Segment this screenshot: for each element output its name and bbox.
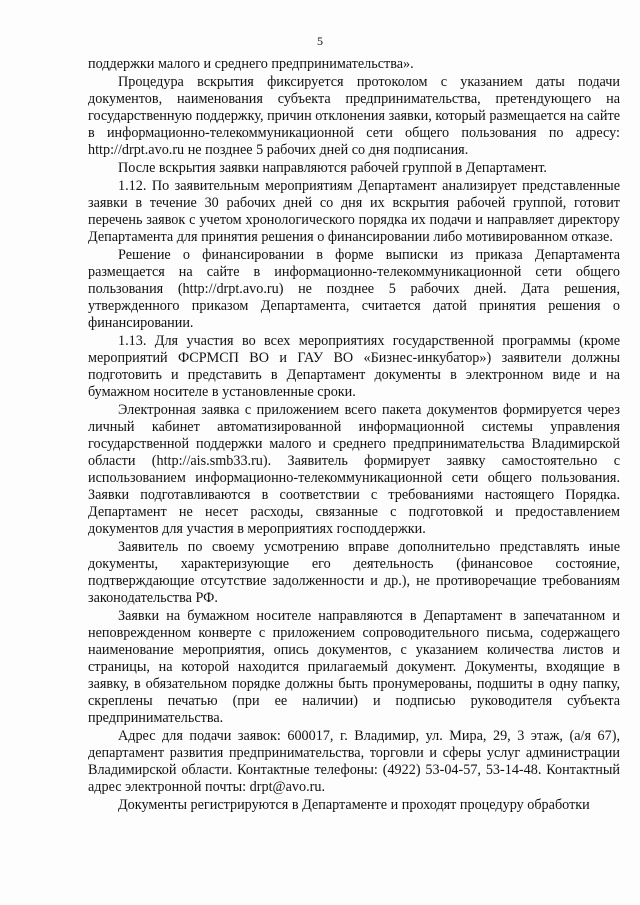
paragraph-additional-documents: Заявитель по своему усмотрению вправе дополнительно представлять иные документы, характеризующие его деятельность (финансовое состояние, подтверждающие отсутствие задолженности и др.), не противоречащие требованиям законодательства РФ. (88, 539, 620, 606)
paragraph-after-opening: После вскрытия заявки направляются рабочей группой в Департамент. (118, 160, 547, 176)
paragraph-opening-protocol: Процедура вскрытия фиксируется протоколом с указанием даты подачи документов, наименования субъекта предпринимательства, претендующего на государственную поддержку, причин отклонения заявки, который размещается на сайте в информационно-телекоммуникационной сети общего пользования по адресу: http://drpt.avo.ru не позднее 5 рабочих дней со дня подписания. (88, 74, 620, 158)
paragraph-address: Адрес для подачи заявок: 600017, г. Владимир, ул. Мира, 29, 3 этаж, (а/я 67), департамент развития предпринимательства, торговли и сферы услуг администрации Владимирской области. Контактные телефоны: (4922) 53-04-57, 53-14-48. Контактный адрес электронной почты: drpt@avo.ru. (88, 728, 620, 795)
paragraph-registration: Документы регистрируются в Департаменте и проходят процедуру обработки (118, 797, 590, 813)
paragraph-1-13: 1.13. Для участия во всех мероприятиях государственной программы (кроме мероприятий ФСРМСП ВО и ГАУ ВО «Бизнес-инкубатор») заявители должны подготовить и представить в Департамент документы в электронном виде и на бумажном носителе в установленные сроки. (88, 333, 620, 400)
paragraph-continuation: поддержки малого и среднего предпринимательства». (88, 56, 414, 72)
paragraph-paper-applications: Заявки на бумажном носителе направляются в Департамент в запечатанном и неповрежденном конверте с приложением сопроводительного письма, содержащего наименование мероприятия, опись документов, с указанием количества листов и страницы, на которой находится прилагаемый документ. Документы, входящие в заявку, в обязательном порядке должны быть пронумерованы, подшиты в одну папку, скреплены печатью (при ее наличии) и подписью руководителя субъекта предпринимательства. (88, 608, 620, 726)
paragraph-financing-decision: Решение о финансировании в форме выписки из приказа Департамента размещается на сайте в информационно-телекоммуникационной сети общего пользования (http://drpt.avo.ru) не позднее 5 рабочих дней. Дата решения, утвержденного приказом Департамента, считается датой принятия решения о финансировании. (88, 247, 620, 331)
paragraph-electronic-application: Электронная заявка с приложением всего пакета документов формируется через личный кабинет автоматизированной информационной системы управления государственной поддержки малого и среднего предпринимательства Владимирской области (http://ais.smb33.ru). Заявитель формирует заявку самостоятельно с использованием информационно-телекоммуникационной сети общего пользования. Заявки подготавливаются в соответствии с требованиями настоящего Порядка. Департамент не несет расходы, связанные с подготовкой и предоставлением документов для участия в мероприятиях господдержки. (88, 402, 620, 537)
document-body (88, 56, 620, 815)
page-number: 5 (317, 34, 323, 48)
paragraph-1-12: 1.12. По заявительным мероприятиям Департамент анализирует представленные заявки в течение 30 рабочих дней со дня их вскрытия рабочей группой, готовит перечень заявок с учетом хронологического порядка их подачи и направляет директору Департамента для принятия решения о финансировании либо мотивированном отказе. (88, 178, 620, 245)
